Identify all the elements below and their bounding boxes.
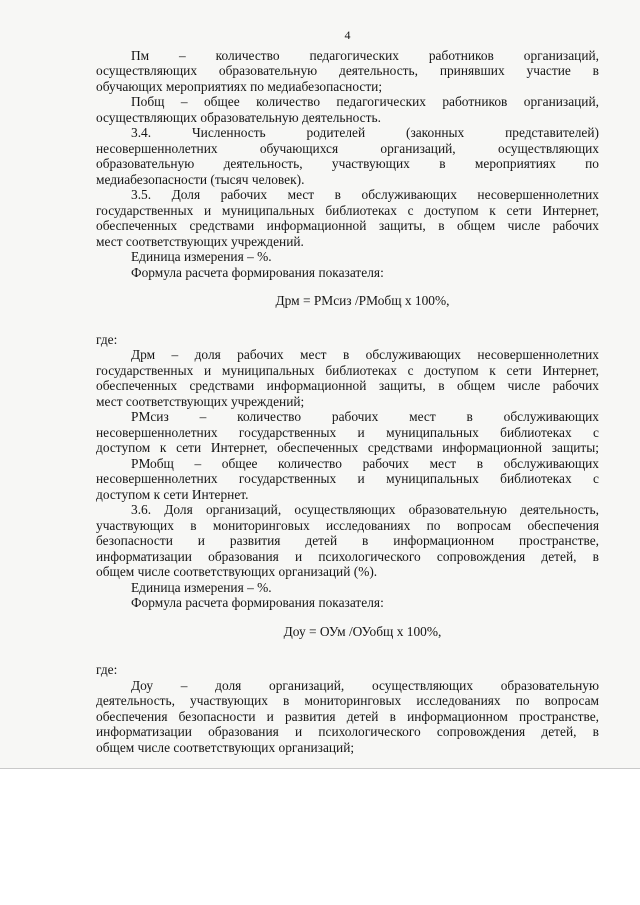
text-line: мест соответствующих учреждений; [96, 393, 305, 409]
text-line: несовершеннолетних государственных и муниципальных библиотеках с [96, 471, 599, 486]
spacer [96, 611, 599, 624]
text-line: медиабезопасности (тысяч человек). [96, 171, 305, 187]
text-line: Пм – количество педагогических работников организаций, [131, 47, 599, 63]
text-line: обеспеченных средствами информационной защиты, в общем числе рабочих [96, 218, 599, 233]
text-line: мест соответствующих учреждений. [96, 233, 304, 249]
text-line: общем числе соответствующих организаций; [96, 739, 355, 755]
text-line: доступом к сети Интернет, обеспеченных средствами информационной защиты; [96, 440, 599, 455]
text-line: РМобщ – общее количество рабочих мест в обслуживающих [131, 455, 599, 471]
text-line: Формула расчета формирования показателя: [131, 264, 384, 280]
text-line: несовершеннолетних государственных и муниципальных библиотеках с [96, 424, 599, 440]
spacer [96, 280, 599, 293]
text-line: где: [96, 662, 118, 677]
text-line: где: [96, 331, 118, 347]
text-line: государственных и муниципальных библиотеках с доступом к сети Интернет, [96, 202, 599, 218]
text-line: 3.6. Доля организаций, осуществляющих образовательную деятельность, [131, 502, 599, 517]
text-line: обеспеченных средствами информационной защиты, в общем числе рабочих [96, 378, 599, 393]
text-line: осуществляющих образовательную деятельность, принявших участие в [96, 63, 599, 78]
text-line: несовершеннолетних обучающихся организаций, осуществляющих [96, 140, 599, 156]
text-line: участвующих в мониторинговых исследованиях по вопросам обеспечения [96, 517, 599, 533]
spacer [96, 639, 599, 662]
text-line: Единица измерения – %. [131, 579, 272, 595]
formula-line: Доу = ОУм /ОУобщ х 100%, [283, 623, 442, 639]
text-line: безопасности и развития детей в информационном пространстве, [96, 533, 599, 548]
document-text [96, 48, 599, 756]
spacer [96, 309, 599, 332]
text-line: Доу – доля организаций, осуществляющих образовательную [131, 677, 599, 693]
text-line: доступом к сети Интернет. [96, 486, 249, 502]
text-line: Побщ – общее количество педагогических работников организаций, [131, 94, 599, 109]
text-line: 3.5. Доля рабочих мест в обслуживающих несовершеннолетних [131, 187, 599, 202]
document-body [96, 28, 599, 755]
text-line: обеспечения безопасности и развития детей в информационном пространстве, [96, 708, 599, 724]
text-line: информатизации образования и психологического сопровождения детей, в [96, 724, 599, 739]
page-number: 4 [344, 28, 351, 42]
text-line: общем числе соответствующих организаций (%). [96, 564, 378, 579]
formula-line: Дрм = РМсиз /РМобщ х 100%, [275, 293, 450, 308]
text-line: обучающих мероприятиях по медиабезопасности; [96, 78, 383, 94]
text-line: осуществляющих образовательную деятельность. [96, 109, 381, 125]
text-line: государственных и муниципальных библиотеках с доступом к сети Интернет, [96, 362, 599, 378]
text-line: Единица измерения – %. [131, 249, 272, 264]
text-line: деятельность, участвующих в мониторинговых исследованиях по вопросам [96, 693, 599, 708]
text-line: РМсиз – количество рабочих мест в обслуживающих [131, 409, 599, 424]
text-line: Дрм – доля рабочих мест в обслуживающих несовершеннолетних [131, 347, 599, 362]
text-line: 3.4. Численность родителей (законных представителей) [131, 125, 599, 140]
text-line: Формула расчета формирования показателя: [131, 595, 384, 610]
text-line: информатизации образования и психологического сопровождения детей, в [96, 548, 599, 564]
text-line: образовательную деятельность, участвующих в мероприятиях по [96, 156, 599, 171]
